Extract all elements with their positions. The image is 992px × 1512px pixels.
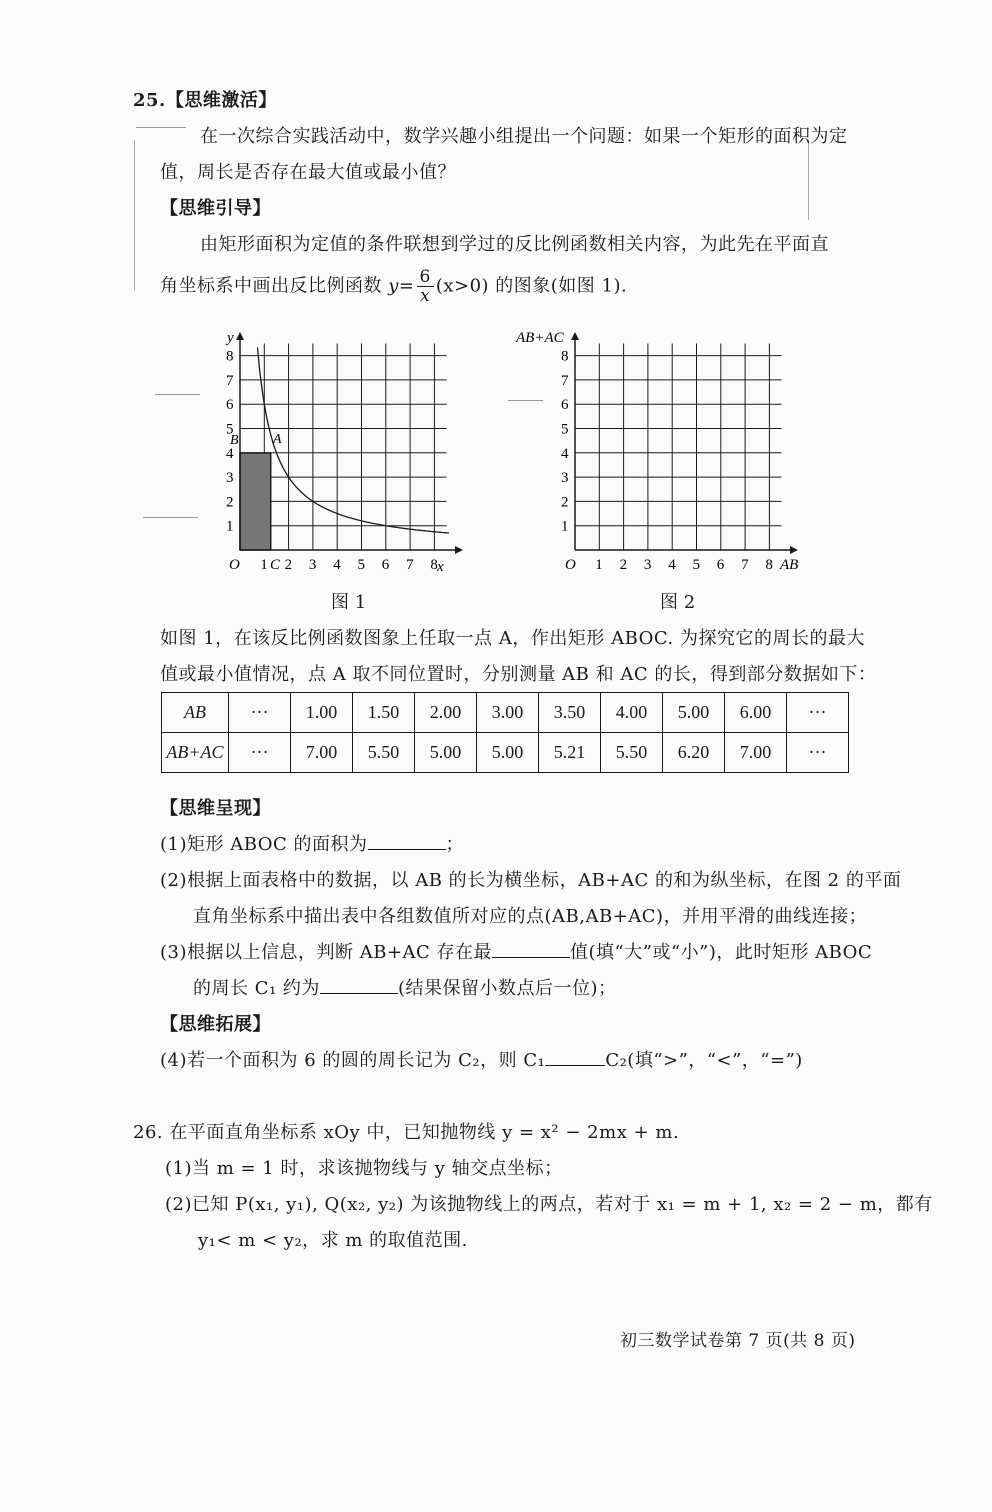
answer-blank-area[interactable] bbox=[368, 833, 446, 850]
q25-sub3-line1 bbox=[160, 938, 872, 964]
q25-sub2-line2: 直角坐标系中描出表中各组数值所对应的点(AB,AB+AC)，并用平滑的曲线连接； bbox=[193, 906, 868, 927]
q25-sub3-text-d: (结果保留小数点后一位)； bbox=[397, 978, 617, 999]
page-footer: 初三数学试卷第 7 页(共 8 页) bbox=[620, 1331, 856, 1351]
fig1-y-arrow bbox=[236, 332, 244, 340]
fig1-caption: 图 1 bbox=[331, 592, 367, 613]
q25-sub3-text-b: 值(填“大”或“小”)，此时矩形 ABOC bbox=[570, 942, 873, 963]
fig2-caption: 图 2 bbox=[660, 592, 696, 613]
y-tick-label: 7 bbox=[561, 372, 569, 389]
q25-sub1-text: (1)矩形 ABOC 的面积为 bbox=[160, 834, 368, 855]
scan-mark bbox=[136, 127, 186, 128]
q25-p3-line1: 如图 1，在该反比例函数图象上任取一点 A，作出矩形 ABOC. 为探究它的周长的最大 bbox=[160, 628, 866, 649]
q25-p2-prefix: 角坐标系中画出反比例函数 bbox=[160, 275, 382, 297]
q25-sub3-text-c: 的周长 C₁ 约为 bbox=[193, 978, 320, 999]
x-tick-label: 7 bbox=[406, 557, 414, 573]
x-tick-label: 5 bbox=[692, 557, 700, 573]
y-tick-label: 8 bbox=[561, 348, 569, 365]
fig1-x-label: x bbox=[437, 559, 444, 575]
q25-sub4 bbox=[160, 1046, 803, 1072]
q26-line1: 26. 在平面直角坐标系 xOy 中，已知抛物线 y = x² − 2mx + m. bbox=[133, 1122, 680, 1143]
table-row-ab-plus-ac bbox=[162, 733, 849, 773]
table-cell: 5.00 bbox=[663, 693, 725, 733]
answer-blank-extreme[interactable] bbox=[492, 941, 570, 958]
q25-section-present: 【思维呈现】 bbox=[160, 798, 271, 819]
q25-p3-line2: 值或最小值情况，点 A 取不同位置时，分别测量 AB 和 AC 的长，得到部分数据如下： bbox=[160, 664, 877, 685]
q25-section-extend: 【思维拓展】 bbox=[160, 1014, 271, 1035]
fig1-x-arrow bbox=[455, 546, 463, 554]
q25-sub4-text-b: C₂(填“>”，“<”，“=”) bbox=[605, 1050, 803, 1071]
scan-mark bbox=[143, 517, 198, 518]
fig2-x-label: AB bbox=[780, 557, 799, 573]
fig1-x-ticks bbox=[260, 557, 438, 573]
q25-section-activate: 【思维激活】 bbox=[165, 90, 277, 111]
y-tick-label: 6 bbox=[226, 397, 234, 414]
q25-sub1 bbox=[160, 830, 464, 856]
table-cell: 5.50 bbox=[353, 733, 415, 773]
y-tick-label: 5 bbox=[226, 421, 234, 438]
formula-denominator: x bbox=[420, 286, 431, 306]
q25-header bbox=[133, 86, 277, 112]
table-cell-ellipsis: ··· bbox=[229, 733, 291, 773]
scan-mark bbox=[134, 140, 135, 290]
figure-2 bbox=[510, 322, 810, 582]
y-tick-label: 2 bbox=[561, 494, 569, 511]
q25-sub4-text-a: (4)若一个面积为 6 的圆的周长记为 C₂，则 C₁ bbox=[160, 1050, 546, 1071]
formula-y: y bbox=[388, 275, 399, 297]
q25-sub3-text-a: (3)根据以上信息，判断 AB+AC 存在最 bbox=[160, 942, 493, 963]
x-tick-label: 4 bbox=[333, 557, 341, 573]
y-tick-label: 7 bbox=[226, 372, 234, 389]
table-row-head-ab: AB bbox=[162, 693, 229, 733]
q25-section-guide: 【思维引导】 bbox=[160, 198, 271, 219]
table-cell: 3.50 bbox=[539, 693, 601, 733]
table-cell: 2.00 bbox=[415, 693, 477, 733]
fig2-grid bbox=[575, 343, 782, 550]
x-tick-label: 1 bbox=[260, 557, 268, 573]
y-tick-label: 1 bbox=[561, 518, 569, 535]
x-tick-label: 5 bbox=[357, 557, 365, 573]
x-tick-label: 6 bbox=[381, 557, 390, 573]
table-cell: 5.00 bbox=[477, 733, 539, 773]
table-cell-ellipsis: ··· bbox=[787, 733, 849, 773]
data-table bbox=[161, 692, 849, 773]
q25-p2-suffix: (x>0) 的图象(如图 1). bbox=[435, 275, 628, 297]
fig1-hyperbola-curve bbox=[258, 348, 450, 534]
table-cell: 5.50 bbox=[601, 733, 663, 773]
q25-p1-line2: 值，周长是否存在最大值或最小值？ bbox=[160, 162, 456, 183]
table-row-ab bbox=[162, 693, 849, 733]
q25-p1-line1: 在一次综合实践活动中，数学兴趣小组提出一个问题：如果一个矩形的面积为定 bbox=[200, 126, 848, 147]
x-tick-label: 2 bbox=[284, 557, 293, 573]
x-tick-label: 8 bbox=[765, 557, 773, 573]
table-cell: 7.00 bbox=[291, 733, 353, 773]
y-tick-label: 3 bbox=[561, 470, 569, 487]
table-cell: 4.00 bbox=[601, 693, 663, 733]
y-tick-label: 4 bbox=[226, 445, 234, 462]
fig1-point-a: A bbox=[273, 432, 282, 447]
x-tick-label: 3 bbox=[308, 557, 317, 573]
x-tick-label: 8 bbox=[430, 557, 438, 573]
table-cell: 1.00 bbox=[291, 693, 353, 733]
table-row-head-ab-plus-ac: AB+AC bbox=[162, 733, 229, 773]
fig2-y-label: AB+AC bbox=[516, 330, 564, 346]
fig1-y-label: y bbox=[227, 330, 234, 346]
table-cell-ellipsis: ··· bbox=[229, 693, 291, 733]
table-cell: 6.00 bbox=[725, 693, 787, 733]
q25-sub1-end: ； bbox=[445, 834, 465, 855]
x-tick-label: 2 bbox=[619, 557, 628, 573]
y-tick-label: 2 bbox=[226, 494, 234, 511]
y-tick-label: 8 bbox=[226, 348, 234, 365]
scan-mark bbox=[508, 400, 543, 401]
fig1-rectangle-aboc bbox=[240, 453, 271, 550]
answer-blank-perimeter[interactable] bbox=[320, 977, 398, 994]
table-cell: 6.20 bbox=[663, 733, 725, 773]
q26-line2: (1)当 m = 1 时，求该抛物线与 y 轴交点坐标； bbox=[165, 1158, 563, 1179]
q25-p2-line1: 由矩形面积为定值的条件联想到学过的反比例函数相关内容，为此先在平面直 bbox=[200, 234, 829, 255]
x-tick-label: 1 bbox=[595, 557, 603, 573]
x-tick-label: 4 bbox=[668, 557, 676, 573]
table-cell: 1.50 bbox=[353, 693, 415, 733]
x-tick-label: 6 bbox=[716, 557, 725, 573]
table-cell: 5.21 bbox=[539, 733, 601, 773]
table-cell: 7.00 bbox=[725, 733, 787, 773]
fig2-y-arrow bbox=[571, 332, 579, 340]
scan-mark bbox=[155, 394, 200, 395]
fig1-point-b: B bbox=[230, 433, 239, 448]
q25-sub3-line2 bbox=[193, 974, 616, 1000]
fig2-x-arrow bbox=[790, 546, 798, 554]
y-tick-label: 3 bbox=[226, 470, 234, 487]
fig2-x-ticks bbox=[595, 557, 773, 573]
fig1-origin: O bbox=[229, 557, 240, 573]
q25-number: 25. bbox=[133, 90, 166, 111]
fig1-point-c: C bbox=[270, 557, 281, 573]
x-tick-label: 7 bbox=[741, 557, 749, 573]
answer-blank-compare[interactable] bbox=[545, 1049, 605, 1066]
q26-line4: y₁< m < y₂，求 m 的取值范围. bbox=[198, 1230, 468, 1251]
q25-sub2-line1: (2)根据上面表格中的数据，以 AB 的长为横坐标，AB+AC 的和为纵坐标，在图 2 的平面 bbox=[160, 870, 902, 891]
scan-mark bbox=[808, 140, 809, 220]
q26-line3: (2)已知 P(x₁, y₁), Q(x₂, y₂) 为该抛物线上的两点，若对于 x₁ = m + 1, x₂ = 2 − m，都有 bbox=[165, 1194, 933, 1215]
y-tick-label: 6 bbox=[561, 397, 569, 414]
q25-p2-line2 bbox=[160, 268, 627, 305]
formula-eq: = bbox=[398, 275, 415, 297]
fig2-origin: O bbox=[565, 557, 576, 573]
y-tick-label: 4 bbox=[561, 445, 569, 462]
x-tick-label: 3 bbox=[643, 557, 652, 573]
figure-1 bbox=[205, 322, 465, 582]
y-tick-label: 1 bbox=[226, 518, 234, 535]
formula-numerator: 6 bbox=[417, 268, 434, 287]
table-cell: 3.00 bbox=[477, 693, 539, 733]
y-tick-label: 5 bbox=[561, 421, 569, 438]
formula-fraction bbox=[417, 268, 434, 305]
table-cell-ellipsis: ··· bbox=[787, 693, 849, 733]
table-cell: 5.00 bbox=[415, 733, 477, 773]
fig2-y-ticks bbox=[561, 349, 569, 535]
